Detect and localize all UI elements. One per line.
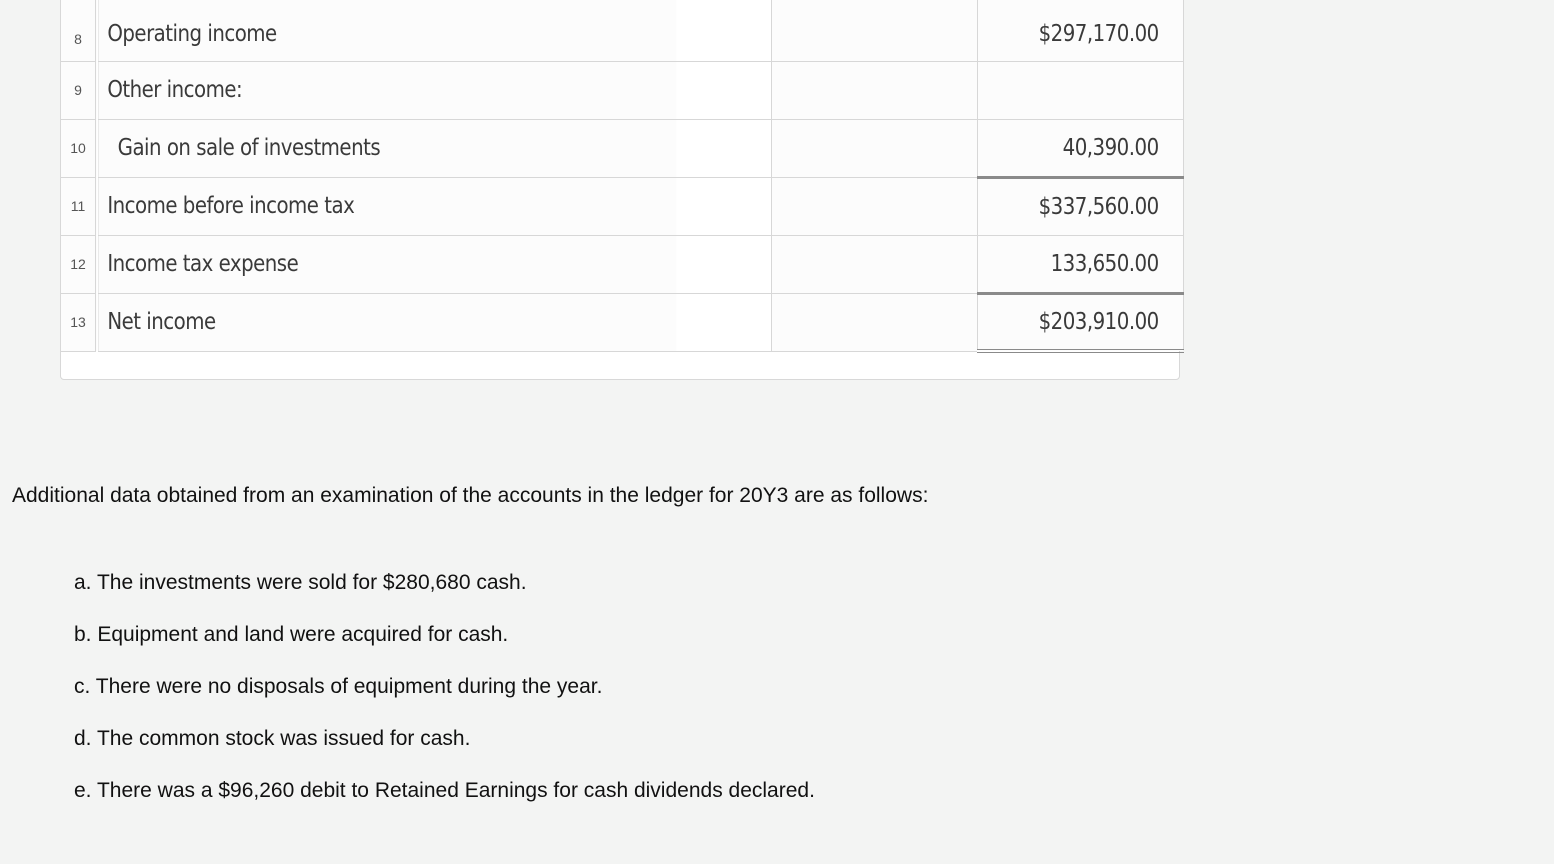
row-mid-cell[interactable] [771, 235, 977, 293]
row-mid-cell[interactable] [771, 119, 977, 177]
row-amount[interactable]: $203,910.00 [977, 293, 1183, 351]
row-label[interactable]: Other income: [97, 61, 677, 119]
table-row [61, 177, 1183, 235]
row-mid-cell[interactable] [771, 177, 977, 235]
income-statement-table [61, 0, 1184, 353]
row-number: 12 [61, 235, 97, 293]
row-amount[interactable]: 133,650.00 [977, 235, 1183, 293]
list-item: b. Equipment and land were acquired for cash. [74, 623, 509, 646]
list-item: c. There were no disposals of equipment during the year. [74, 675, 603, 698]
additional-data-list [74, 568, 815, 828]
row-amount[interactable]: $337,560.00 [977, 177, 1183, 235]
table-row [61, 293, 1183, 351]
row-label[interactable]: Income tax expense [97, 235, 677, 293]
table-row [61, 0, 1183, 61]
table-row [61, 61, 1183, 119]
row-number: 9 [61, 61, 97, 119]
row-mid-cell[interactable] [771, 0, 977, 61]
additional-data-intro: Additional data obtained from an examination of the accounts in the ledger for 20Y3 are as follows: [12, 484, 929, 507]
row-amount[interactable] [977, 61, 1183, 119]
table-row [61, 235, 1183, 293]
row-label[interactable]: Gain on sale of investments [97, 119, 677, 177]
list-item: d. The common stock was issued for cash. [74, 727, 471, 750]
row-label[interactable]: Operating income [97, 0, 677, 61]
row-label[interactable]: Net income [97, 293, 677, 351]
income-statement-sheet [60, 0, 1180, 380]
row-amount[interactable]: 40,390.00 [977, 119, 1183, 177]
list-item: e. There was a $96,260 debit to Retained Earnings for cash dividends declared. [74, 779, 815, 802]
table-row [61, 119, 1183, 177]
row-mid-cell[interactable] [771, 61, 977, 119]
list-item: a. The investments were sold for $280,680 cash. [74, 571, 527, 594]
row-amount[interactable]: $297,170.00 [977, 0, 1183, 61]
row-number: 8 [61, 0, 97, 61]
row-label[interactable]: Income before income tax [97, 177, 677, 235]
row-number: 13 [61, 293, 97, 351]
row-mid-cell[interactable] [771, 293, 977, 351]
row-number: 10 [61, 119, 97, 177]
row-number: 11 [61, 177, 97, 235]
